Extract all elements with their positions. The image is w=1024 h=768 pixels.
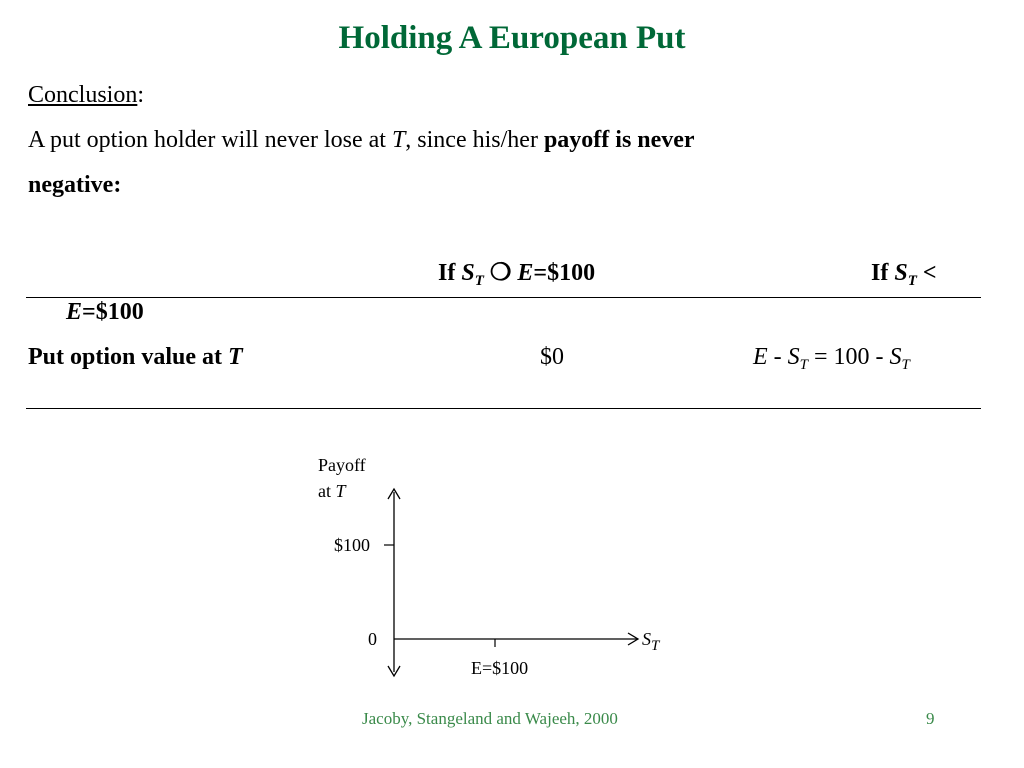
col1-value: =$100 xyxy=(533,260,596,286)
col2-wrap-e: E xyxy=(66,299,83,325)
col1-if: If xyxy=(438,260,462,286)
x-axis-sub: T xyxy=(651,638,660,654)
conclusion-label: Conclusion xyxy=(28,82,138,108)
x-axis-s: S xyxy=(642,629,651,649)
cell2-sub2: T xyxy=(901,357,910,373)
conclusion-sentence xyxy=(28,125,695,155)
column-header-st-ge-e xyxy=(438,258,595,288)
table-bottom-rule xyxy=(26,408,981,409)
column-header-wrap xyxy=(66,297,144,327)
payoff-graph xyxy=(300,440,700,690)
col2-s: S xyxy=(894,260,908,286)
cell2-eq: = 100 - xyxy=(808,344,890,370)
cell2-e: E xyxy=(753,344,768,370)
col2-sub: T xyxy=(907,273,917,289)
row-label-text: Put option value at xyxy=(28,344,229,370)
row-label xyxy=(28,342,243,372)
y-axis-label-line2 xyxy=(318,480,346,502)
y-tick-label-100: $100 xyxy=(334,535,370,555)
cell2-dash: - xyxy=(767,344,788,370)
row-label-t: T xyxy=(228,344,243,370)
sentence-mid: , since his/her xyxy=(405,127,544,153)
col2-wrap-value: =$100 xyxy=(82,299,144,325)
column-header-st-lt-e xyxy=(871,258,937,288)
col1-s: S xyxy=(461,260,475,286)
sentence-t: T xyxy=(391,127,406,153)
col1-sub: T xyxy=(474,273,484,289)
x-tick-label-e: E=$100 xyxy=(471,658,529,678)
footer-citation: Jacoby, Stangeland and Wajeeh, 2000 xyxy=(362,709,618,728)
col1-e: E xyxy=(517,260,534,286)
y-axis-label-line1: Payoff xyxy=(318,455,366,475)
conclusion-heading xyxy=(28,80,144,110)
cell2-s: S xyxy=(787,344,800,370)
slide-title: Holding A European Put xyxy=(338,20,686,56)
sentence-bold-1: payoff is never xyxy=(543,127,695,153)
y-label-t: T xyxy=(335,481,346,501)
sentence-bold-2: negative: xyxy=(28,172,122,198)
col2-if: If xyxy=(871,260,895,286)
col2-op: < xyxy=(916,260,937,286)
cell-formula xyxy=(753,342,910,372)
ge-symbol: ❍ xyxy=(489,260,512,286)
origin-label: 0 xyxy=(368,629,377,649)
x-axis-label xyxy=(642,628,660,654)
cell2-sub: T xyxy=(799,357,809,373)
cell-zero: $0 xyxy=(540,344,564,370)
cell2-s2: S xyxy=(889,344,902,370)
conclusion-colon: : xyxy=(137,82,145,108)
page-number: 9 xyxy=(926,709,935,728)
sentence-start: A put option holder will never lose at xyxy=(28,127,392,153)
table-top-rule xyxy=(26,297,981,298)
y-label-at: at xyxy=(318,481,336,501)
